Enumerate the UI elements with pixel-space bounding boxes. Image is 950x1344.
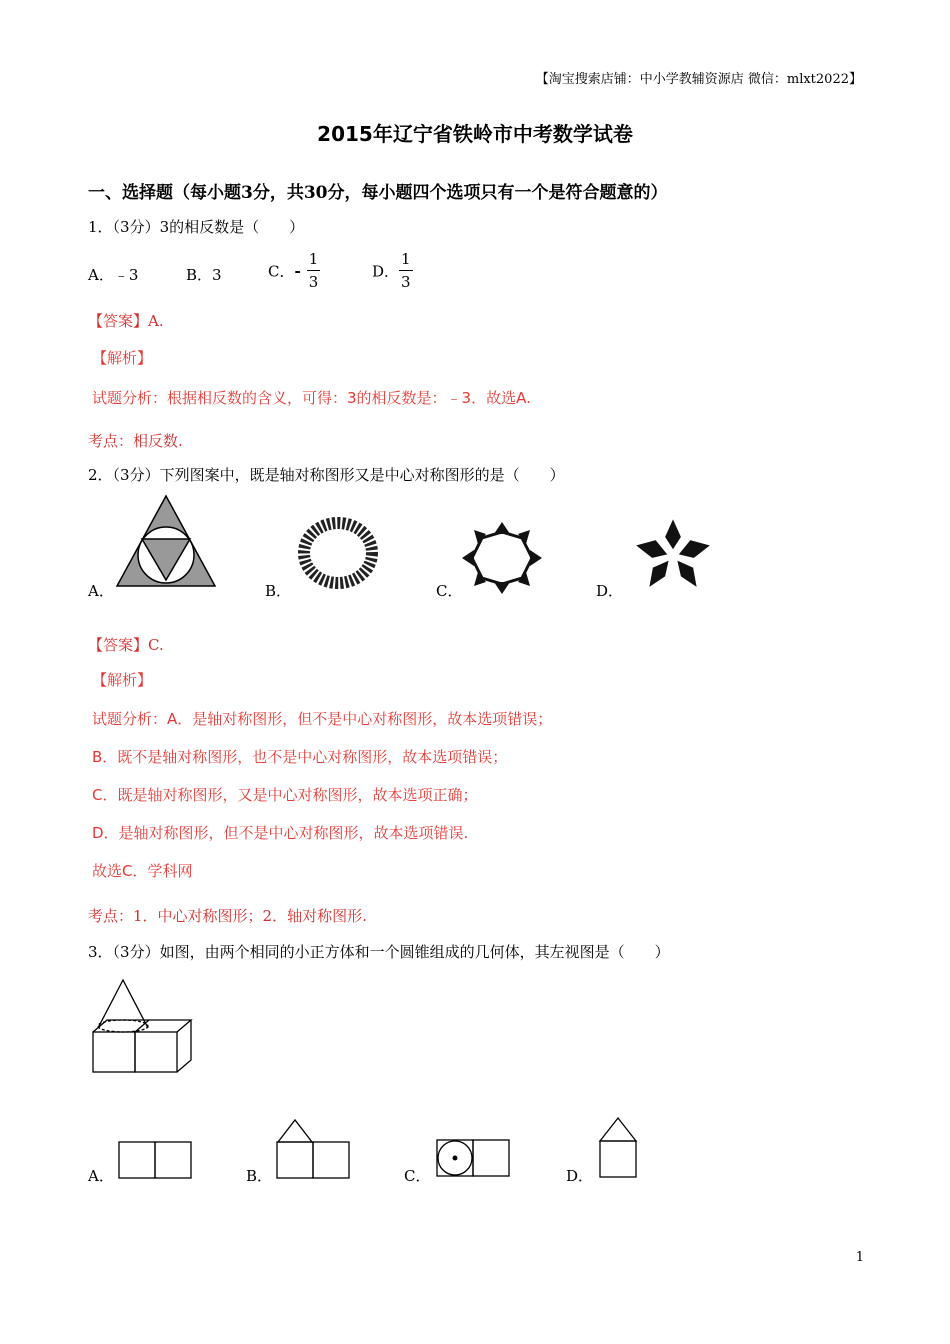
q2-answer: 【答案】C.: [88, 636, 164, 654]
q3-stem: 3．（3分）如图，由两个相同的小正方体和一个圆锥组成的几何体，其左视图是（ ）: [88, 943, 670, 961]
q1-option-c-sign: -: [294, 262, 301, 280]
q1-option-a: A．﹣3: [88, 266, 139, 284]
fraction-denominator: 3: [401, 273, 411, 291]
q2-point: 考点：1．中心对称图形；2．轴对称图形.: [88, 907, 367, 925]
q2-stem: 2．（3分）下列图案中，既是轴对称图形又是中心对称图形的是（ ）: [88, 466, 565, 484]
q2-analysis-line-1: 试题分析：A．是轴对称图形，但不是中心对称图形，故本选项错误；: [92, 710, 553, 728]
pentagon-petal-figure: [632, 515, 714, 591]
q3-option-b: B．: [246, 1167, 273, 1185]
triangle-circle-figure: [115, 494, 217, 588]
square-triangle-view-figure: [598, 1116, 640, 1180]
q2-analysis-line-3: C．既是轴对称图形，又是中心对称图形，故本选项正确；: [92, 786, 478, 804]
q3-option-c: C．: [404, 1167, 431, 1185]
two-squares-view-figure: [118, 1140, 194, 1180]
q1-analysis: 试题分析：根据相反数的含义，可得：3的相反数是：﹣3．故选A.: [92, 389, 531, 407]
q1-option-c-fraction: [307, 252, 321, 290]
q1-option-d: [372, 252, 413, 290]
cubes-cone-solid-figure: [90, 978, 196, 1076]
fraction-denominator: 3: [308, 273, 319, 291]
spiral-ring-figure: [294, 513, 382, 593]
q1-point: 考点：相反数.: [88, 432, 183, 450]
q1-stem: 1．（3分）3的相反数是（ ）: [88, 218, 305, 236]
q2-analysis-line-5: 故选C．学科网: [92, 862, 193, 880]
q1-option-b: B．3: [186, 266, 222, 284]
q1-option-d-fraction: [399, 252, 413, 290]
page-number: 1: [855, 1250, 864, 1265]
q2-analysis-line-2: B．既不是轴对称图形，也不是中心对称图形，故本选项错误；: [92, 748, 508, 766]
fraction-numerator: 1: [307, 252, 321, 271]
section-heading: 一、选择题（每小题3分，共30分，每小题四个选项只有一个是符合题意的）: [88, 183, 668, 203]
q1-answer: 【答案】A.: [88, 312, 164, 330]
star-octagon-figure: [460, 520, 544, 596]
q1-analysis-label: 【解析】: [92, 349, 153, 367]
q2-analysis-label: 【解析】: [92, 671, 153, 689]
q3-option-d: D．: [566, 1167, 594, 1185]
q1-option-c-label: C．: [268, 262, 295, 281]
q2-option-c: C．: [436, 582, 463, 600]
page-title: 2015年辽宁省铁岭市中考数学试卷: [317, 122, 633, 146]
two-squares-triangle-view-figure: [276, 1118, 352, 1180]
q1-option-d-label: D．: [372, 262, 400, 281]
circle-square-view-figure: [436, 1138, 512, 1180]
q2-analysis-line-4: D．是轴对称图形，但不是中心对称图形，故本选项错误.: [92, 824, 469, 842]
fraction-numerator: 1: [399, 252, 413, 271]
q2-option-d: D．: [596, 582, 624, 600]
q2-option-a: A．: [88, 582, 114, 600]
q2-option-b: B．: [265, 582, 292, 600]
header-note: 【淘宝搜索店铺：中小学教辅资源店 微信：mlxt2022】: [535, 72, 862, 87]
q3-option-a: A．: [88, 1167, 114, 1185]
q1-option-c: [268, 252, 320, 290]
